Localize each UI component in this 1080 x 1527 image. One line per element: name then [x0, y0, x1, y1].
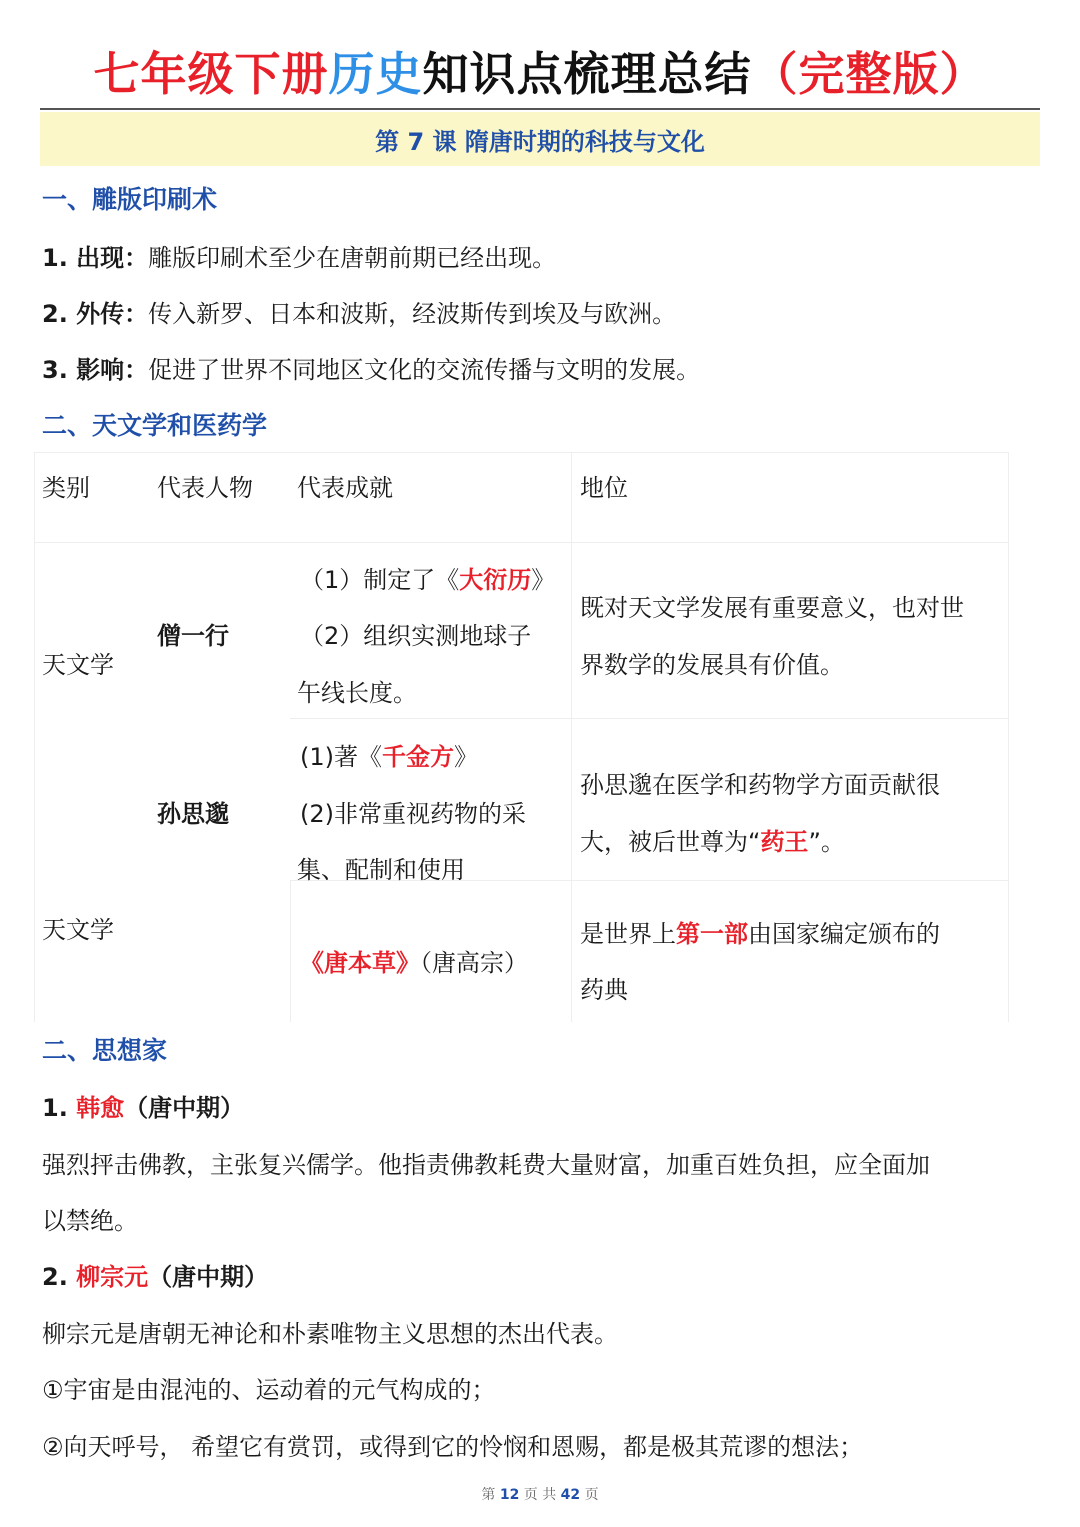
status-sunsimiao-1: 孙思邈在医学和药物学方面贡献很 — [580, 771, 940, 799]
table-header-category: 类别 — [42, 474, 90, 502]
achievement-tangbencao: 《唐本草》（唐高宗） — [300, 949, 528, 977]
thinker-hanyu-title: 1. 韩愈（唐中期） — [42, 1094, 245, 1122]
person-sunsimiao: 孙思邈 — [157, 800, 229, 828]
achievement-herbs-cont: 集、配制和使用 — [297, 856, 465, 884]
printing-item-1: 1. 出现：雕版印刷术至少在唐朝前期已经出现。 — [42, 244, 557, 272]
table-header-status: 地位 — [580, 474, 628, 502]
section-heading-printing: 一、雕版印刷术 — [42, 185, 218, 214]
thinker-liuzongyuan-body-1: 柳宗元是唐朝无神论和朴素唯物主义思想的杰出代表。 — [42, 1320, 618, 1348]
status-yixing-1: 既对天文学发展有重要意义，也对世 — [580, 594, 964, 622]
printing-item-3: 3. 影响：促进了世界不同地区文化的交流传播与文明的发展。 — [42, 356, 701, 384]
table-header-achievement: 代表成就 — [297, 474, 393, 502]
thinker-liuzongyuan-body-3: ②向天呼号， 希望它有赏罚，或得到它的怜悯和恩赐，都是极其荒谬的想法； — [42, 1433, 864, 1461]
printing-item-2: 2. 外传：传入新罗、日本和波斯，经波斯传到埃及与欧洲。 — [42, 300, 677, 328]
thinker-hanyu-body-1: 强烈抨击佛教，主张复兴儒学。他指责佛教耗费大量财富，加重百姓负担，应全面加 — [42, 1151, 930, 1179]
status-sunsimiao-2: 大，被后世尊为“药王”。 — [580, 828, 845, 856]
section-heading-astronomy-medicine: 二、天文学和医药学 — [42, 411, 268, 440]
lesson-banner: 第 7 课 隋唐时期的科技与文化 — [40, 112, 1040, 166]
thinker-liuzongyuan-body-2: ①宇宙是由混沌的、运动着的元气构成的； — [42, 1376, 496, 1404]
category-medicine: 天文学 — [42, 916, 114, 944]
table-header-person: 代表人物 — [157, 474, 253, 502]
thinker-hanyu-body-2: 以禁绝。 — [42, 1207, 138, 1235]
page-footer: 第 12 页 共 42 页 — [481, 1487, 599, 1503]
achievement-herbs: (2)非常重视药物的采 — [300, 800, 526, 828]
person-yixing: 僧一行 — [157, 622, 229, 650]
achievement-dayanli: （1）制定了《大衍历》 — [300, 566, 556, 594]
status-tangbencao-1: 是世界上第一部由国家编定颁布的 — [580, 920, 940, 948]
status-tangbencao-2: 药典 — [580, 976, 628, 1004]
category-astronomy: 天文学 — [42, 651, 114, 679]
achievement-meridian-cont: 午线长度。 — [297, 679, 417, 707]
status-yixing-2: 界数学的发展具有价值。 — [580, 651, 844, 679]
title-divider — [40, 108, 1040, 110]
page-title: 七年级下册历史知识点梳理总结（完整版） — [93, 47, 987, 101]
achievement-meridian: （2）组织实测地球子 — [300, 622, 532, 650]
achievement-qianjinfang: (1)著《千金方》 — [300, 743, 478, 771]
section-heading-thinkers: 二、思想家 — [42, 1036, 168, 1065]
thinker-liuzongyuan-title: 2. 柳宗元（唐中期） — [42, 1263, 269, 1291]
